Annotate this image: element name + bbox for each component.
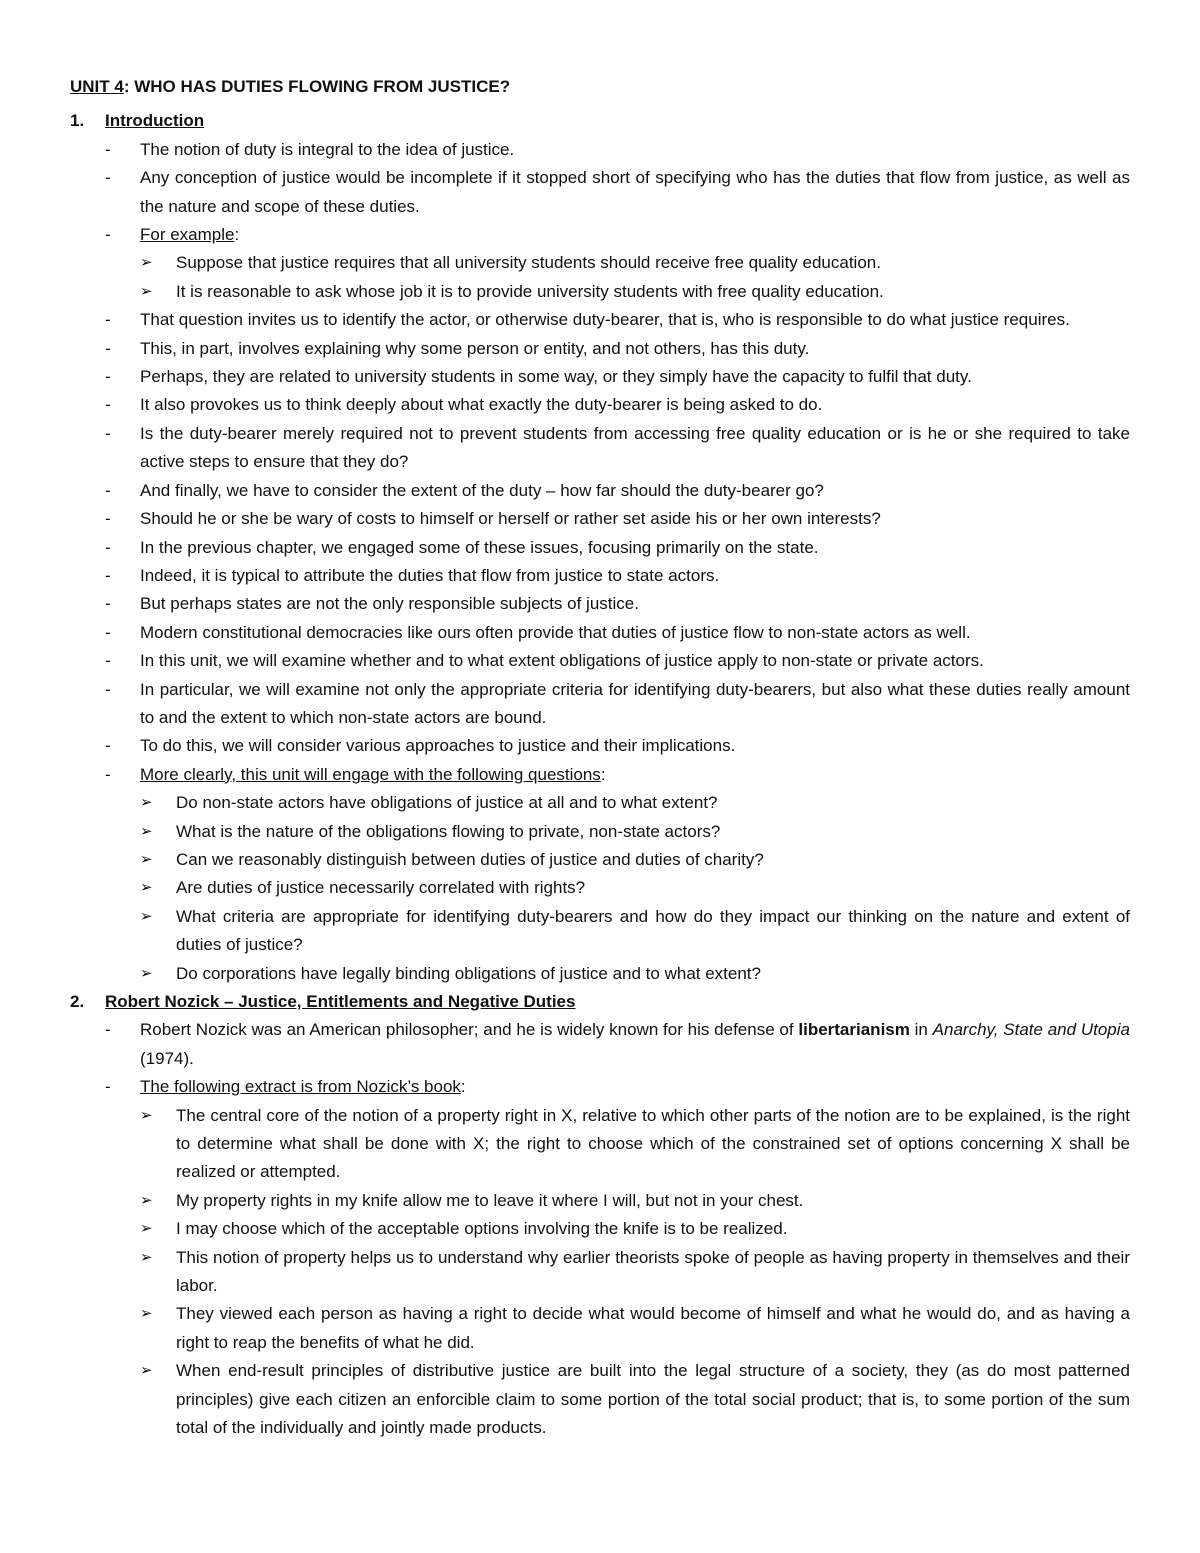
dash-bullet: - [105,1077,111,1097]
extract-sublist [70,1102,1130,1443]
example-label: For example [140,225,235,245]
list-item: - In this unit, we will examine whether and to what extent obligations of justice apply to non-state or private actors. [70,647,1130,675]
sub-item: ➢ They viewed each person as having a right to decide what would become of himself and what he would do, and as having a right to reap the benefits of what he did. [70,1300,1130,1357]
arrow-bullet-icon: ➢ [140,1248,153,1266]
section-introduction [70,107,1130,988]
dash-bullet: - [105,651,111,671]
section-number: 2. [70,992,85,1011]
list-item: - In the previous chapter, we engaged some of these issues, focusing primarily on the state. [70,534,1130,562]
sub-item: ➢ Suppose that justice requires that all university students should receive free quality education. [70,249,1130,277]
section-heading [70,988,1130,1016]
dash-bullet: - [105,338,111,358]
section-heading [70,107,1130,135]
dash-bullet: - [105,622,111,642]
sub-item: ➢ My property rights in my knife allow me to leave it where I will, but not in your chest. [70,1187,1130,1215]
list-item: - To do this, we will consider various approaches to justice and their implications. [70,732,1130,760]
arrow-bullet-icon: ➢ [140,964,153,982]
dash-bullet: - [105,1020,111,1040]
sub-item: ➢ The central core of the notion of a property right in X, relative to which other parts of the notion are to be explained, is the right to determine what shall be done with X; the right to choose which of the constrained set of options concerning X shall be realized or attempted. [70,1102,1130,1187]
list-item: - For example: [70,221,1130,249]
arrow-bullet-icon: ➢ [140,879,153,897]
sub-item: ➢ When end-result principles of distributive justice are built into the legal structure of a society, they (as do most patterned principles) give each citizen an enforcible claim to some portion of the total social product; that is, to some portion of the sum total of the individually and jointly made products. [70,1357,1130,1442]
list-item: - Indeed, it is typical to attribute the duties that flow from justice to state actors. [70,562,1130,590]
list-item: - That question invites us to identify the actor, or otherwise duty-bearer, that is, who is responsible to do what justice requires. [70,306,1130,334]
sub-item: ➢ This notion of property helps us to understand why earlier theorists spoke of people as having property in themselves and their labor. [70,1244,1130,1301]
list-item: - Modern constitutional democracies like ours often provide that duties of justice flow to non-state actors as well. [70,619,1130,647]
arrow-bullet-icon: ➢ [140,282,153,300]
dash-bullet: - [105,139,111,159]
dash-bullet: - [105,594,111,614]
dash-bullet: - [105,736,111,756]
extract-label: The following extract is from Nozick’s book [140,1077,461,1097]
list-item: - And finally, we have to consider the extent of the duty – how far should the duty-bearer go? [70,477,1130,505]
example-sublist [70,249,1130,306]
section-title: Introduction [105,111,205,131]
dash-bullet: - [105,565,111,585]
arrow-bullet-icon: ➢ [140,907,153,925]
sub-item: ➢ Do corporations have legally binding obligations of justice and to what extent? [70,960,1130,988]
dash-bullet: - [105,509,111,529]
arrow-bullet-icon: ➢ [140,1191,153,1209]
list-item: - Any conception of justice would be incomplete if it stopped short of specifying who has the duties that flow from justice, as well as the nature and scope of these duties. [70,164,1130,221]
list-item: - The notion of duty is integral to the idea of justice. [70,136,1130,164]
libertarianism-term: libertarianism [798,1020,910,1040]
dash-bullet: - [105,367,111,387]
unit-title-text: : WHO HAS DUTIES FLOWING FROM JUSTICE? [123,77,511,96]
dash-bullet: - [105,395,111,415]
arrow-bullet-icon: ➢ [140,1106,153,1124]
intro-list-continued [70,306,1130,789]
list-item: - This, in part, involves explaining why some person or entity, and not others, has this duty. [70,335,1130,363]
list-item: - It also provokes us to think deeply about what exactly the duty-bearer is being asked to do. [70,391,1130,419]
dash-bullet: - [105,423,111,443]
intro-list [70,136,1130,250]
arrow-bullet-icon: ➢ [140,1305,153,1323]
list-item: - Perhaps, they are related to university students in some way, or they simply have the capacity to fulfil that duty. [70,363,1130,391]
arrow-bullet-icon: ➢ [140,1220,153,1238]
unit-number: UNIT 4 [70,77,124,96]
list-item: - More clearly, this unit will engage with the following questions: [70,761,1130,789]
sub-item: ➢ What criteria are appropriate for identifying duty-bearers and how do they impact our thinking on the nature and extent of duties of justice? [70,903,1130,960]
list-item: - Is the duty-bearer merely required not to prevent students from accessing free quality education or is he or she required to take active steps to ensure that they do? [70,420,1130,477]
dash-bullet: - [105,310,111,330]
arrow-bullet-icon: ➢ [140,850,153,868]
dash-bullet: - [105,537,111,557]
questions-sublist [70,789,1130,988]
questions-label: More clearly, this unit will engage with the following questions [140,764,601,784]
nozick-list [70,1016,1130,1101]
sub-item: ➢ Are duties of justice necessarily correlated with rights? [70,874,1130,902]
list-item: - Robert Nozick was an American philosopher; and he is widely known for his defense of libertarianism in Anarchy, State and Utopia (1974). [70,1016,1130,1073]
sub-item: ➢ Do non-state actors have obligations of justice at all and to what extent? [70,789,1130,817]
sub-item: ➢ What is the nature of the obligations flowing to private, non-state actors? [70,818,1130,846]
section-title: Robert Nozick – Justice, Entitlements and Negative Duties [105,992,576,1011]
dash-bullet: - [105,679,111,699]
arrow-bullet-icon: ➢ [140,822,153,840]
arrow-bullet-icon: ➢ [140,794,153,812]
section-nozick [70,988,1130,1443]
list-item: - The following extract is from Nozick’s book: [70,1073,1130,1101]
list-item: - Should he or she be wary of costs to himself or herself or rather set aside his or her own interests? [70,505,1130,533]
dash-bullet: - [105,480,111,500]
arrow-bullet-icon: ➢ [140,1362,153,1380]
sub-item: ➢ It is reasonable to ask whose job it is to provide university students with free quality education. [70,278,1130,306]
arrow-bullet-icon: ➢ [140,254,153,272]
unit-title [70,73,1130,101]
list-item: - But perhaps states are not the only responsible subjects of justice. [70,590,1130,618]
sub-item: ➢ I may choose which of the acceptable options involving the knife is to be realized. [70,1215,1130,1243]
dash-bullet: - [105,168,111,188]
section-number: 1. [70,111,85,131]
sub-item: ➢ Can we reasonably distinguish between duties of justice and duties of charity? [70,846,1130,874]
book-title: Anarchy, State and Utopia [932,1020,1130,1040]
dash-bullet: - [105,225,111,245]
dash-bullet: - [105,764,111,784]
list-item: - In particular, we will examine not only the appropriate criteria for identifying duty-bearers, but also what these duties really amount to and the extent to which non-state actors are bound. [70,676,1130,733]
